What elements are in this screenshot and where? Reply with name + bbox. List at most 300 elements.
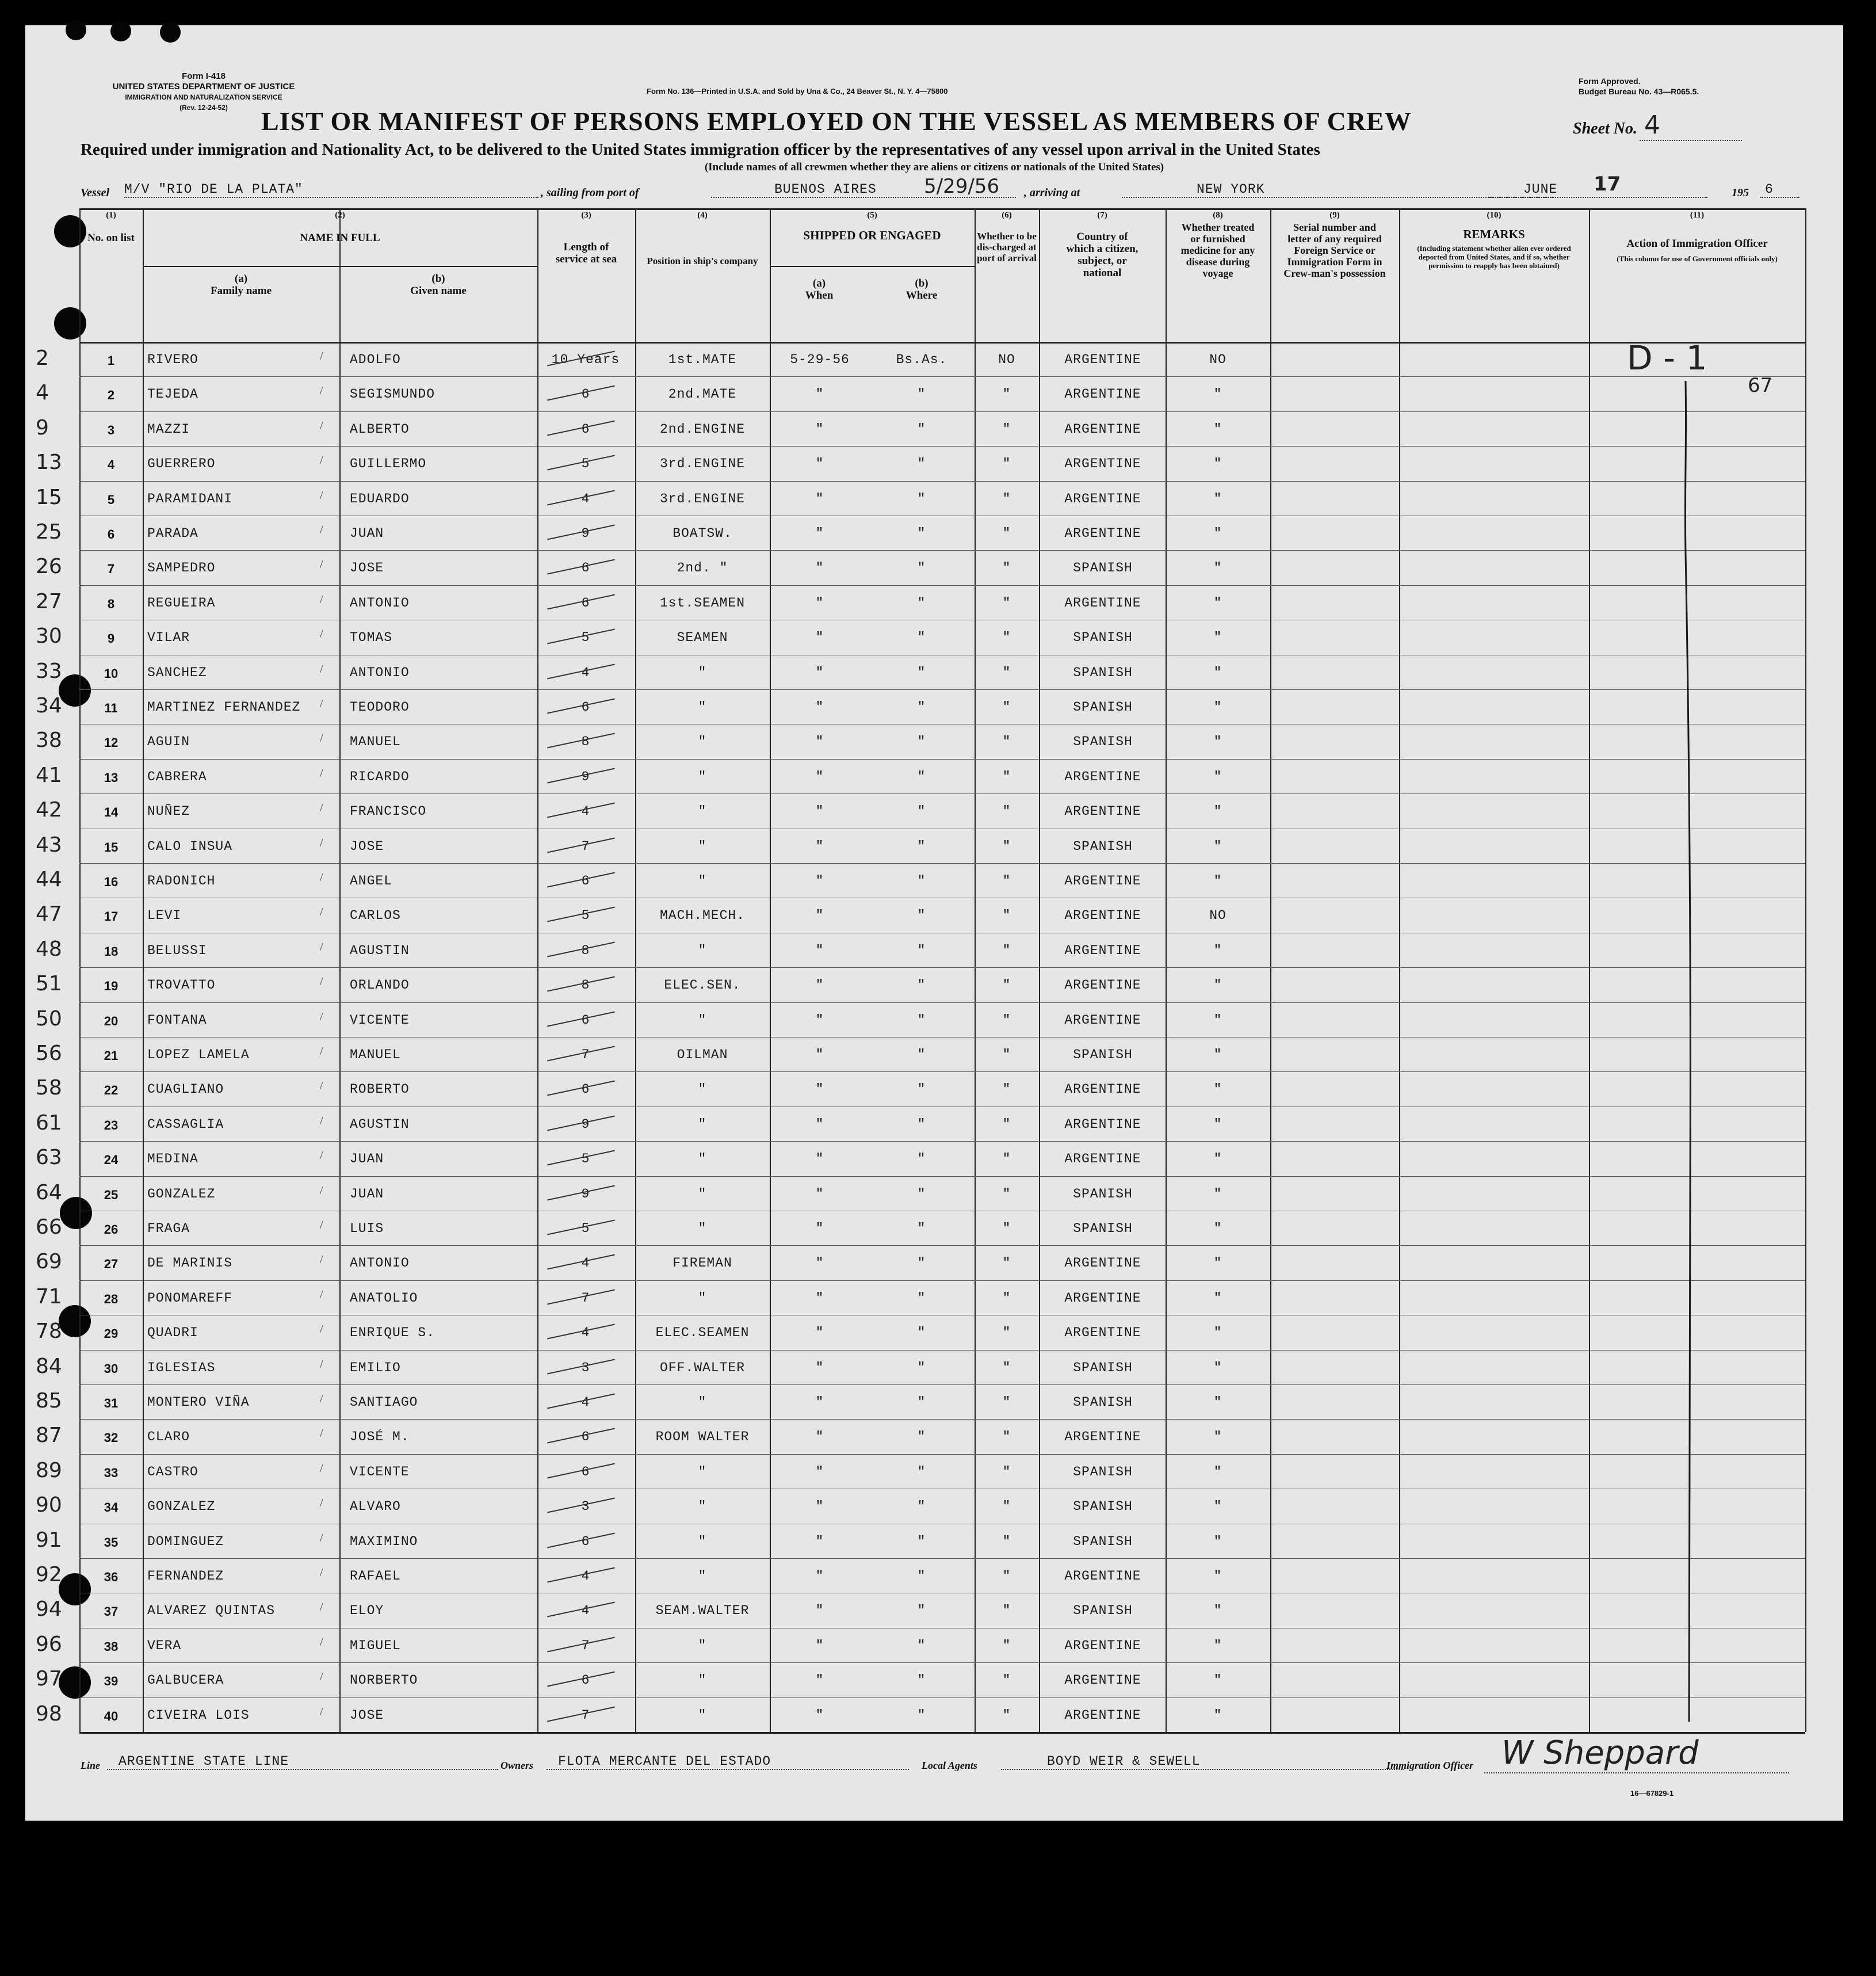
check-mark-icon: / — [320, 1357, 323, 1371]
cell-country: ARGENTINE — [1064, 1116, 1141, 1132]
cell-service: 6 — [581, 421, 590, 437]
row-number: 31 — [104, 1396, 119, 1410]
col-position-index: (4) — [697, 211, 708, 220]
cell-when: " — [815, 560, 824, 576]
cell-discharge: " — [1002, 1429, 1011, 1445]
table-row — [36, 481, 1805, 516]
cell-medicine: " — [1213, 1082, 1222, 1097]
margin-number: 94 — [36, 1597, 62, 1622]
cell-medicine: " — [1213, 1534, 1222, 1549]
cell-country: ARGENTINE — [1064, 1638, 1141, 1653]
table-row — [36, 1419, 1805, 1454]
cell-family: VERA — [147, 1638, 182, 1653]
margin-number: 61 — [36, 1111, 62, 1135]
cell-medicine: " — [1213, 1569, 1222, 1584]
cell-country: ARGENTINE — [1064, 352, 1141, 367]
cell-medicine: " — [1213, 1116, 1222, 1132]
cell-country: ARGENTINE — [1064, 456, 1141, 472]
year-prefix: 195 — [1732, 186, 1749, 199]
cell-medicine: " — [1213, 1638, 1222, 1653]
page-title: LIST OR MANIFEST OF PERSONS EMPLOYED ON THE VESSEL AS MEMBERS OF CREW — [261, 106, 1412, 136]
cell-position: ROOM WALTER — [655, 1429, 750, 1445]
cell-where: " — [917, 560, 926, 576]
table-row — [36, 1141, 1805, 1176]
cell-position: " — [698, 1151, 707, 1167]
cell-service: 7 — [581, 838, 590, 854]
margin-number: 34 — [36, 694, 62, 718]
cell-position: BOATSW. — [673, 526, 732, 541]
table-row — [36, 411, 1805, 446]
punch-hole — [160, 22, 181, 43]
cell-discharge: " — [1002, 560, 1011, 576]
check-mark-icon: / — [320, 1114, 323, 1127]
cell-service: 7 — [581, 1707, 590, 1723]
cell-country: SPANISH — [1073, 734, 1133, 750]
crew-table — [36, 208, 1805, 1739]
row-number: 22 — [104, 1083, 119, 1098]
cell-medicine: " — [1213, 1395, 1222, 1410]
cell-when: " — [815, 387, 824, 402]
row-number: 16 — [104, 875, 119, 889]
cell-where: " — [917, 1429, 926, 1445]
margin-number: 26 — [36, 555, 62, 579]
cell-family: RADONICH — [147, 873, 216, 888]
cell-position: " — [698, 1673, 707, 1688]
grid-hline — [79, 208, 1805, 210]
cell-family: FRAGA — [147, 1221, 190, 1236]
col-service-label: Length of service at sea — [555, 241, 617, 265]
col-service-index: (3) — [581, 211, 591, 220]
cell-discharge: " — [1002, 1012, 1011, 1028]
table-row — [36, 342, 1805, 376]
cell-when: " — [815, 1186, 824, 1201]
cell-position: " — [698, 1221, 707, 1236]
grid-hline — [143, 266, 537, 267]
cell-position: " — [698, 873, 707, 888]
cell-position: 3rd.ENGINE — [659, 491, 746, 506]
row-number: 28 — [104, 1291, 119, 1306]
cell-when: " — [815, 1534, 824, 1549]
cell-country: ARGENTINE — [1064, 421, 1141, 437]
cell-position: " — [698, 1638, 707, 1653]
cell-service: 4 — [581, 665, 590, 680]
cell-service: 4 — [581, 1603, 590, 1619]
punch-hole — [66, 20, 86, 40]
cell-medicine: " — [1213, 665, 1222, 680]
table-row — [36, 829, 1805, 863]
side-number: 67 — [1748, 374, 1773, 397]
cell-service: 4 — [581, 491, 590, 506]
cell-service: 4 — [581, 1325, 590, 1341]
grid-row-line — [79, 1732, 1805, 1734]
cell-service: 9 — [581, 1116, 590, 1132]
cell-service: 6 — [581, 1012, 590, 1028]
line-label: Line — [81, 1760, 100, 1771]
cell-given: JOSE — [350, 838, 384, 854]
cell-given: TOMAS — [350, 630, 393, 646]
table-row — [36, 1176, 1805, 1211]
cell-given: AGUSTIN — [350, 943, 410, 958]
table-row — [36, 1245, 1805, 1280]
cell-position: " — [698, 943, 707, 958]
cell-service: 4 — [581, 1569, 590, 1584]
check-mark-icon: / — [320, 1079, 323, 1093]
margin-number: 9 — [36, 415, 49, 440]
row-number: 30 — [104, 1361, 119, 1376]
cell-discharge: " — [1002, 630, 1011, 646]
cell-given: FRANCISCO — [350, 804, 427, 819]
check-mark-icon: / — [320, 1323, 323, 1336]
cell-family: SANCHEZ — [147, 665, 207, 680]
margin-number: 98 — [36, 1702, 62, 1726]
cell-where: " — [917, 943, 926, 958]
cell-service: 6 — [581, 387, 590, 402]
cell-family: GUERRERO — [147, 456, 216, 472]
cell-when: " — [815, 1603, 824, 1619]
approved-label: Form Approved. — [1579, 77, 1641, 86]
check-mark-icon: / — [320, 836, 323, 849]
margin-number: 84 — [36, 1354, 62, 1378]
cell-discharge: " — [1002, 769, 1011, 784]
cell-medicine: " — [1213, 1429, 1222, 1445]
cell-given: AGUSTIN — [350, 1116, 410, 1132]
cell-given: NORBERTO — [350, 1673, 418, 1688]
col-shipped-header — [770, 211, 975, 242]
margin-number: 47 — [36, 902, 62, 926]
cell-where: " — [917, 421, 926, 437]
cell-given: ORLANDO — [350, 978, 410, 993]
table-row — [36, 516, 1805, 550]
table-row — [36, 898, 1805, 932]
arriving-label: , arriving at — [1024, 186, 1080, 199]
table-row — [36, 1454, 1805, 1489]
cell-service: 5 — [581, 630, 590, 646]
cell-medicine: " — [1213, 387, 1222, 402]
row-number: 34 — [104, 1500, 119, 1515]
margin-number: 48 — [36, 937, 62, 961]
check-mark-icon: / — [320, 871, 323, 884]
row-number: 2 — [107, 388, 115, 403]
col-name-label: NAME IN FULL — [300, 232, 380, 244]
cell-given: LUIS — [350, 1221, 384, 1236]
cell-position: 3rd.ENGINE — [659, 456, 746, 472]
margin-number: 63 — [36, 1146, 62, 1170]
cell-medicine: " — [1213, 456, 1222, 472]
margin-number: 43 — [36, 833, 62, 857]
check-mark-icon: / — [320, 350, 323, 363]
cell-position: FIREMAN — [673, 1256, 732, 1271]
row-number: 19 — [104, 979, 119, 994]
cell-where: " — [917, 1603, 926, 1619]
cell-discharge: " — [1002, 491, 1011, 506]
cell-given: ANATOLIO — [350, 1290, 418, 1306]
table-row — [36, 585, 1805, 620]
table-row — [36, 1071, 1805, 1106]
line-value: ARGENTINE STATE LINE — [107, 1754, 498, 1770]
sheet-number: 4 — [1640, 110, 1742, 141]
check-mark-icon: / — [320, 975, 323, 989]
cell-position: " — [698, 1707, 707, 1723]
row-number: 32 — [104, 1430, 119, 1445]
cell-where: " — [917, 1221, 926, 1236]
col-name-index: (2) — [335, 211, 345, 220]
cell-when: " — [815, 1012, 824, 1028]
cell-family: RIVERO — [147, 352, 198, 367]
cell-position: " — [698, 734, 707, 750]
cell-country: SPANISH — [1073, 1360, 1133, 1375]
check-mark-icon: / — [320, 766, 323, 780]
table-row — [36, 1697, 1805, 1732]
cell-where: " — [917, 595, 926, 611]
cell-where: " — [917, 1047, 926, 1062]
cell-where: " — [917, 978, 926, 993]
cell-where: " — [917, 1569, 926, 1584]
cell-family: VILAR — [147, 630, 190, 646]
margin-number: 97 — [36, 1667, 62, 1691]
bracket-stroke — [1633, 381, 1702, 1733]
cell-medicine: " — [1213, 421, 1222, 437]
cell-medicine: " — [1213, 873, 1222, 888]
vessel-name: M/V "RIO DE LA PLATA" — [124, 182, 538, 198]
cell-given: VICENTE — [350, 1464, 410, 1479]
subtitle: Required under immigration and Nationality Act, to be delivered to the United States immigration officer by the representatives of any vessel upon arrival in the United States — [81, 140, 1320, 159]
margin-number: 2 — [36, 346, 49, 370]
col-serial-header — [1270, 211, 1399, 279]
table-row — [36, 1280, 1805, 1315]
cell-family: TEJEDA — [147, 387, 198, 402]
check-mark-icon: / — [320, 1149, 323, 1162]
cell-country: ARGENTINE — [1064, 978, 1141, 993]
cell-given: ANTONIO — [350, 595, 410, 611]
cell-family: REGUEIRA — [147, 595, 216, 611]
table-row — [36, 794, 1805, 828]
col-service-header — [537, 211, 635, 265]
cell-when: " — [815, 769, 824, 784]
cell-medicine: NO — [1209, 908, 1227, 924]
cell-family: CLARO — [147, 1429, 190, 1445]
cell-position: " — [698, 1395, 707, 1410]
table-row — [36, 1315, 1805, 1349]
cell-service: 6 — [581, 700, 590, 715]
cell-family: GALBUCERA — [147, 1673, 224, 1688]
margin-number: 30 — [36, 624, 62, 649]
arriving-port: NEW YORK — [1122, 182, 1553, 198]
cell-service: 9 — [581, 526, 590, 541]
row-number: 20 — [104, 1013, 119, 1028]
punch-hole — [110, 21, 131, 41]
margin-number: 90 — [36, 1493, 62, 1517]
cell-service: 5 — [581, 456, 590, 472]
cell-where: " — [917, 1673, 926, 1688]
cell-where: " — [917, 665, 926, 680]
cell-discharge: " — [1002, 1047, 1011, 1062]
cell-where: " — [917, 1256, 926, 1271]
cell-given: GUILLERMO — [350, 456, 427, 472]
form-id: Form I-418 — [182, 71, 226, 81]
margin-number: 66 — [36, 1215, 62, 1239]
cell-discharge: " — [1002, 526, 1011, 541]
cell-discharge: " — [1002, 1499, 1011, 1515]
cell-medicine: " — [1213, 1603, 1222, 1619]
cell-medicine: " — [1213, 1221, 1222, 1236]
cell-given: ELOY — [350, 1603, 384, 1619]
check-mark-icon: / — [320, 384, 323, 398]
table-row — [36, 1384, 1805, 1419]
row-number: 24 — [104, 1153, 119, 1168]
cell-position: " — [698, 1186, 707, 1201]
cell-service: 6 — [581, 1464, 590, 1479]
cell-discharge: " — [1002, 1673, 1011, 1688]
cell-given: MAXIMINO — [350, 1534, 418, 1549]
col-discharge-label: Whether to be dis-charged at port of arrival — [977, 231, 1037, 264]
cell-given: RAFAEL — [350, 1569, 401, 1584]
row-number: 9 — [107, 631, 115, 646]
table-row — [36, 724, 1805, 758]
check-mark-icon: / — [320, 1045, 323, 1058]
cell-when: " — [815, 978, 824, 993]
row-number: 3 — [107, 422, 115, 437]
cell-position: " — [698, 769, 707, 784]
cell-when: " — [815, 1499, 824, 1515]
cell-where: " — [917, 387, 926, 402]
table-row — [36, 1662, 1805, 1697]
cell-family: CABRERA — [147, 769, 207, 784]
margin-number: 96 — [36, 1632, 62, 1656]
check-mark-icon: / — [320, 489, 323, 502]
arrival-month: JUNE — [1489, 182, 1707, 198]
cell-when: " — [815, 456, 824, 472]
cell-when: " — [815, 1638, 824, 1653]
cell-position: 2nd.ENGINE — [659, 421, 746, 437]
cell-where: " — [917, 804, 926, 819]
cell-given: EMILIO — [350, 1360, 401, 1375]
cell-family: GONZALEZ — [147, 1499, 216, 1515]
cell-position: " — [698, 1499, 707, 1515]
cell-where: Bs.As. — [896, 352, 947, 367]
cell-medicine: " — [1213, 1047, 1222, 1062]
cell-service: 9 — [581, 1186, 590, 1201]
cell-when: " — [815, 908, 824, 924]
subnote: (Include names of all crewmen whether they are aliens or citizens or nationals of the United States) — [704, 161, 1164, 173]
cell-family: IGLESIAS — [147, 1360, 216, 1375]
cell-discharge: " — [1002, 700, 1011, 715]
grid-vline — [1805, 208, 1806, 1732]
cell-given: SANTIAGO — [350, 1395, 418, 1410]
cell-service: 10 Years — [551, 352, 620, 367]
col-position-label: Position in ship's company — [647, 255, 758, 266]
cell-position: " — [698, 1290, 707, 1306]
margin-number: 42 — [36, 798, 62, 822]
col-discharge-header — [975, 211, 1039, 264]
check-mark-icon: / — [320, 1288, 323, 1301]
cell-family: SAMPEDRO — [147, 560, 216, 576]
cell-when: " — [815, 1395, 824, 1410]
row-number: 29 — [104, 1326, 119, 1341]
cell-service: 3 — [581, 1499, 590, 1515]
col-country-index: (7) — [1097, 211, 1107, 220]
cell-given: ROBERTO — [350, 1082, 410, 1097]
col-position-header — [635, 211, 770, 267]
cell-country: ARGENTINE — [1064, 1290, 1141, 1306]
cell-discharge: " — [1002, 1256, 1011, 1271]
cell-country: SPANISH — [1073, 1464, 1133, 1479]
cell-given: ENRIQUE S. — [350, 1325, 435, 1341]
margin-number: 50 — [36, 1006, 62, 1031]
table-row — [36, 933, 1805, 967]
cell-when: " — [815, 1221, 824, 1236]
cell-medicine: " — [1213, 734, 1222, 750]
check-mark-icon: / — [320, 732, 323, 745]
margin-number: 69 — [36, 1250, 62, 1274]
row-number: 10 — [104, 666, 119, 681]
cell-country: SPANISH — [1073, 1534, 1133, 1549]
cell-discharge: " — [1002, 804, 1011, 819]
cell-family: MONTERO VIÑA — [147, 1395, 250, 1410]
check-mark-icon: / — [320, 419, 323, 432]
cell-where: " — [917, 1707, 926, 1723]
margin-number: 85 — [36, 1389, 62, 1413]
cell-family: MEDINA — [147, 1151, 198, 1167]
col-remarks-label: REMARKS — [1463, 227, 1525, 241]
cell-when: " — [815, 804, 824, 819]
cell-discharge: " — [1002, 1569, 1011, 1584]
cell-when: " — [815, 1429, 824, 1445]
cell-medicine: " — [1213, 838, 1222, 854]
cell-medicine: " — [1213, 630, 1222, 646]
check-mark-icon: / — [320, 454, 323, 467]
cell-country: ARGENTINE — [1064, 387, 1141, 402]
cell-service: 7 — [581, 1290, 590, 1306]
row-number: 13 — [104, 770, 119, 785]
margin-number: 33 — [36, 659, 62, 683]
margin-number: 92 — [36, 1563, 62, 1586]
cell-where: " — [917, 1116, 926, 1132]
cell-when: " — [815, 1673, 824, 1688]
cell-family: FERNANDEZ — [147, 1569, 224, 1584]
revision: (Rev. 12-24-52) — [179, 104, 228, 112]
check-mark-icon: / — [320, 662, 323, 676]
cell-country: SPANISH — [1073, 630, 1133, 646]
margin-number: 64 — [36, 1180, 62, 1204]
action-mark: D - 1 — [1627, 338, 1707, 377]
cell-where: " — [917, 1395, 926, 1410]
cell-where: " — [917, 491, 926, 506]
cell-family: ALVAREZ QUINTAS — [147, 1603, 276, 1619]
cell-discharge: " — [1002, 943, 1011, 958]
table-row — [36, 1107, 1805, 1141]
cell-service: 7 — [581, 1638, 590, 1653]
cell-when: " — [815, 700, 824, 715]
cell-discharge: " — [1002, 734, 1011, 750]
table-row — [36, 1211, 1805, 1245]
cell-medicine: " — [1213, 804, 1222, 819]
table-row — [36, 1489, 1805, 1523]
row-number: 40 — [104, 1708, 119, 1723]
cell-given: JUAN — [350, 1151, 384, 1167]
check-mark-icon: / — [320, 940, 323, 953]
col-medicine-index: (8) — [1213, 211, 1223, 220]
cell-country: ARGENTINE — [1064, 491, 1141, 506]
cell-family: AGUIN — [147, 734, 190, 750]
cell-when: " — [815, 491, 824, 506]
cell-discharge: NO — [998, 352, 1015, 367]
check-mark-icon: / — [320, 1566, 323, 1579]
cell-given: CARLOS — [350, 908, 401, 924]
cell-given: MIGUEL — [350, 1638, 401, 1653]
col-num-index: (1) — [106, 211, 116, 220]
sailing-date: 5/29/56 — [924, 175, 1000, 198]
cell-country: SPANISH — [1073, 1047, 1133, 1062]
